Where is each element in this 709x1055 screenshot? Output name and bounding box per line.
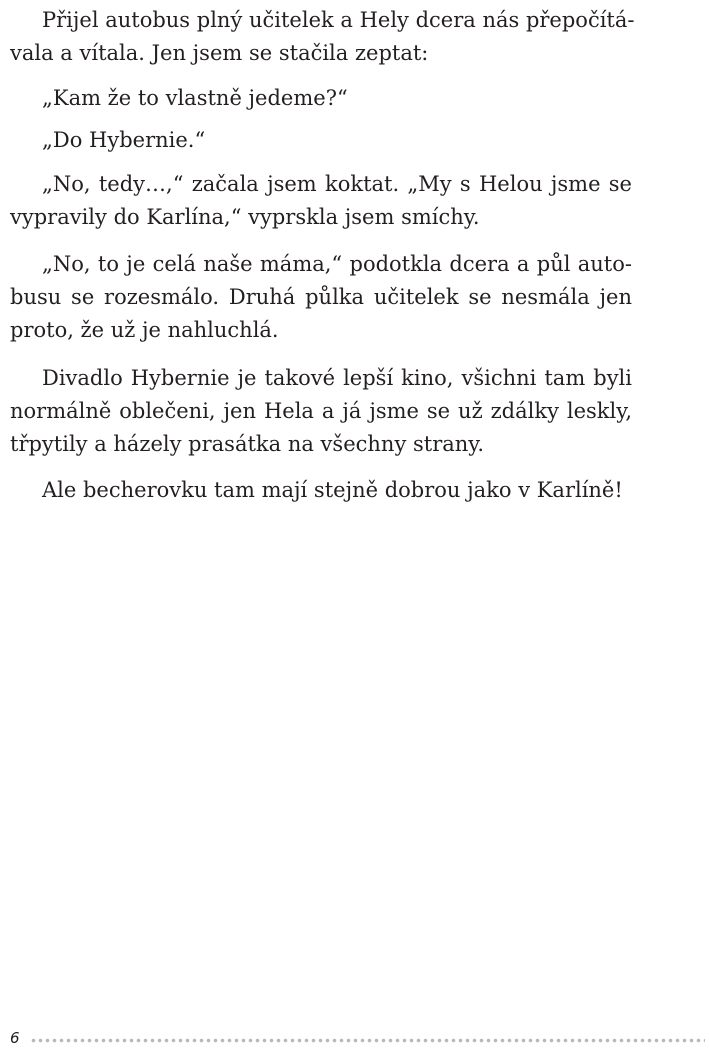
text-line: busu se rozesmálo. Druhá půlka učitelek se nesmála jen (10, 285, 632, 309)
text-line: „Kam že to vlastně jedeme?“ (42, 86, 348, 110)
paragraph-4 (10, 168, 632, 234)
paragraph-2 (10, 82, 632, 115)
paragraph-7 (10, 474, 632, 507)
text-line: Přijel autobus plný učitelek a Hely dcera nás přepočítá- (42, 8, 635, 32)
text-line: Ale becherovku tam mají stejně dobrou jako v Karlíně! (42, 478, 623, 502)
page-number: 6 (10, 1029, 20, 1047)
paragraph-3 (10, 124, 632, 157)
text-line: třpytily a házely prasátka na všechny strany. (10, 432, 485, 456)
text-line: vypravily do Karlína,“ vyprskla jsem smíchy. (10, 205, 480, 229)
text-line: „No, tedy…,“ začala jsem koktat. „My s Helou jsme se (42, 172, 632, 196)
text-line: „Do Hybernie.“ (42, 128, 206, 152)
page-footer (10, 1028, 705, 1048)
text-line: normálně oblečeni, jen Hela a já jsme se už zdálky leskly, (10, 399, 632, 423)
text-line: proto, že už je nahluchlá. (10, 318, 279, 342)
paragraph-1 (10, 4, 635, 70)
dotted-rule (30, 1038, 705, 1043)
text-line: Divadlo Hybernie je takové lepší kino, všichni tam byli (42, 366, 632, 390)
paragraph-5 (10, 248, 632, 347)
text-line: vala a vítala. Jen jsem se stačila zeptat: (10, 41, 429, 65)
paragraph-6 (10, 362, 632, 461)
text-line: „No, to je celá naše máma,“ podotkla dcera a půl auto- (42, 252, 632, 276)
